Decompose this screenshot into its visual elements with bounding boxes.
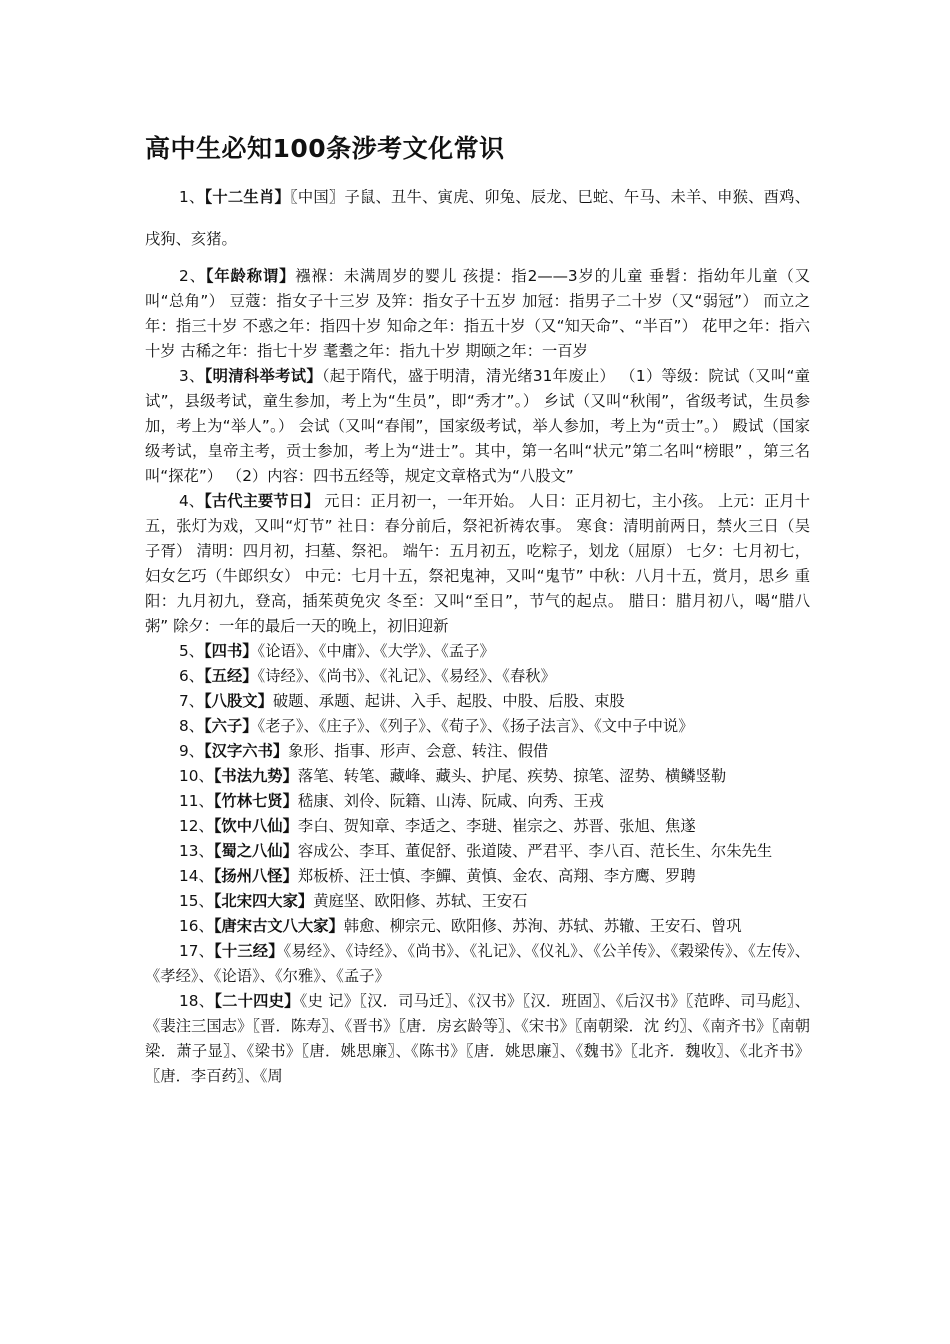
entry-heading: 【八股文】: [204, 692, 273, 710]
entry-number: 14、: [179, 867, 214, 885]
entry-18: [145, 989, 810, 1089]
entry-heading: 【六子】: [204, 717, 258, 735]
entry-heading: 【二十四史】: [214, 992, 300, 1010]
entry-number: 10、: [179, 767, 214, 785]
entry-9: [145, 739, 810, 764]
entry-number: 8、: [179, 717, 205, 735]
entry-number: 15、: [179, 892, 214, 910]
entry-17: [145, 939, 810, 989]
entry-text: 落笔、转笔、藏峰、藏头、护尾、疾势、掠笔、涩势、横鳞竖勒: [297, 767, 727, 785]
entry-13: [145, 839, 810, 864]
entry-1: [145, 176, 810, 260]
entry-heading: 【十三经】: [214, 942, 284, 960]
entry-heading: 【汉字六书】: [204, 742, 289, 760]
entry-number: 9、: [179, 742, 205, 760]
entry-text: 《老子》、《庄子》、《列子》、《荀子》、《扬子法言》、《文中子中说》: [257, 717, 694, 735]
entry-heading: 【书法九势】: [213, 767, 298, 785]
entry-4: [145, 489, 810, 639]
entry-text: 嵇康、刘伶、阮籍、山涛、阮咸、向秀、王戎: [297, 792, 604, 810]
entry-text: 郑板桥、汪士慎、李鱓、黄慎、金农、高翔、李方鹰、罗聘: [297, 867, 696, 885]
entry-text: 李白、贺知章、李适之、李琎、崔宗之、苏晋、张旭、焦遂: [297, 817, 696, 835]
entry-number: 7、: [179, 692, 205, 710]
entry-text: 元日：正月初一，一年开始。 人日：正月初七，主小孩。 上元：正月十五，张灯为戏，又叫“灯节” 社日：春分前后，祭祀祈祷农事。 寒食：清明前两日，禁火三日（吴子胥） 清明：四月初，扫墓、祭祀。 端午：五月初五，吃粽子，划龙（屈原） 七夕：七月初七，妇女乞巧（牛郎织女） 中元：七月十五，祭祀鬼神，又叫“鬼节” 中秋：八月十五，赏月，思乡 重阳：九月初九，登高，插茱萸免灾 冬至：又叫“至日”，节气的起点。 腊日：腊月初八，喝“腊八粥” 除夕：一年的最后一天的晚上，初旧迎新: [145, 492, 811, 635]
entry-number: 5、: [179, 642, 205, 660]
entry-number: 6、: [179, 667, 205, 685]
entry-text: 黄庭坚、欧阳修、苏轼、王安石: [313, 892, 528, 910]
entry-14: [145, 864, 810, 889]
entry-heading: 【扬州八怪】: [213, 867, 298, 885]
entry-16: [145, 914, 810, 939]
entry-heading: 【蜀之八仙】: [213, 842, 298, 860]
entry-number: 16、: [179, 917, 214, 935]
entry-heading: 【四书】: [204, 642, 258, 660]
entry-15: [145, 889, 810, 914]
entry-text: 《史 记》〖汉．司马迁〗、《汉书》〖汉．班固〗、《后汉书》〖范晔、司马彪〗、《裴注三国志》〖晋．陈寿〗、《晋书》〖唐．房玄龄等〗、《宋书》〖南朝梁．沈 约〗、《南齐书》〖南朝梁．萧子显〗、《梁书》〖唐．姚思廉〗、《陈书》〖唐．姚思廉〗、《魏书》〖北齐．魏收〗、《北齐书》〖唐．李百药〗、《周: [145, 992, 811, 1085]
entry-12: [145, 814, 810, 839]
entry-text: 韩愈、柳宗元、欧阳修、苏洵、苏轼、苏辙、王安石、曾巩: [343, 917, 742, 935]
entry-text: 〖中国〗子鼠、丑牛、寅虎、卯兔、辰龙、巳蛇、午马、未羊、申猴、酉鸡、戌狗、亥猪。: [145, 188, 811, 248]
entry-heading: 【明清科举考试】: [204, 367, 322, 385]
entry-5: [145, 639, 810, 664]
entry-heading: 【饮中八仙】: [213, 817, 298, 835]
entry-number: 12、: [179, 817, 214, 835]
entry-number: 1、: [179, 188, 205, 206]
entry-text: 《易经》、《诗经》、《尚书》、《礼记》、《仪礼》、《公羊传》、《榖梁传》、《左传》、《孝经》、《论语》、《尔雅》、《孟子》: [145, 942, 811, 985]
entry-text: 容成公、李耳、董促舒、张道陵、严君平、李八百、范长生、尔朱先生: [297, 842, 773, 860]
entry-number: 2、: [179, 267, 206, 285]
document-title: 高中生必知100条涉考文化常识: [145, 134, 505, 163]
entry-11: [145, 789, 810, 814]
document-page: [145, 128, 810, 1089]
entry-2: [145, 264, 810, 364]
entry-heading: 【竹林七贤】: [213, 792, 298, 810]
entry-3: [145, 364, 810, 489]
entry-heading: 【唐宋古文八大家】: [213, 917, 344, 935]
entry-number: 11、: [179, 792, 214, 810]
entry-heading: 【北宋四大家】: [213, 892, 314, 910]
entry-number: 18、: [179, 992, 215, 1010]
entry-text: 破题、承题、起讲、入手、起股、中股、后股、束股: [272, 692, 625, 710]
entry-number: 13、: [179, 842, 214, 860]
entry-text: 《诗经》、《尚书》、《礼记》、《易经》、《春秋》: [257, 667, 556, 685]
entry-heading: 【五经】: [204, 667, 258, 685]
entry-7: [145, 689, 810, 714]
entry-text: 象形、指事、形声、会意、转注、假借: [288, 742, 549, 760]
entry-text: 襁褓：未满周岁的婴儿 孩提：指2——3岁的儿童 垂髫：指幼年儿童（又叫“总角”） 豆蔻：指女子十三岁 及笄：指女子十五岁 加冠：指男子二十岁（又“弱冠”） 而立之年：指三十岁 不惑之年：指四十岁 知命之年：指五十岁（又“知天命”、“半百”） 花甲之年：指六十岁 古稀之年：指七十岁 耄耋之年：指九十岁 期颐之年：一百岁: [145, 267, 810, 360]
entry-text: （起于隋代，盛于明清，清光绪31年废止） （1）等级：院试（又叫“童试”，县级考试，童生参加，考上为“生员”，即“秀才”。） 乡试（又叫“秋闱”，省级考试，生员参加，考上为“举人”。） 会试（又叫“春闱”，国家级考试，举人参加，考上为“贡士”。） 殿试（国家级考试，皇帝主考，贡士参加，考上为“进士”。其中，第一名叫“状元”第二名叫“榜眼” ，第三名叫“探花”） （2）内容：四书五经等，规定文章格式为“八股文”: [145, 367, 811, 485]
entry-number: 3、: [179, 367, 205, 385]
entry-number: 4、: [179, 492, 205, 510]
entry-number: 17、: [179, 942, 215, 960]
entry-6: [145, 664, 810, 689]
entry-text: 《论语》、《中庸》、《大学》、《孟子》: [257, 642, 495, 660]
entry-heading: 【十二生肖】: [204, 188, 291, 206]
entry-8: [145, 714, 810, 739]
entry-heading: 【年龄称谓】: [205, 267, 296, 285]
entry-10: [145, 764, 810, 789]
entry-heading: 【古代主要节日】: [204, 492, 320, 510]
